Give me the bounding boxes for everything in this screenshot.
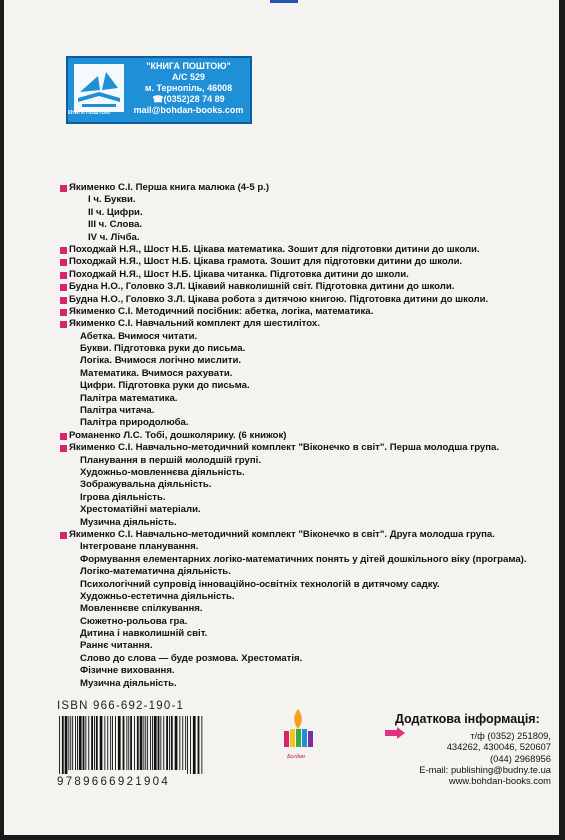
book-title: Цифри. Підготовка руки до письма.: [80, 380, 250, 392]
arrow-right-icon: [385, 727, 405, 739]
book-list-item: [60, 455, 560, 467]
pink-bullet-icon: [60, 445, 67, 452]
book-title: Психологічний супровід інноваційно-освітніх технологій в дитячому садку.: [80, 578, 440, 590]
book-list-item: [60, 678, 560, 690]
book-title: Абетка. Вчимося читати.: [80, 330, 198, 342]
book-list-item: [60, 665, 560, 677]
stamp-line: А/С 529: [171, 72, 206, 82]
contact-line: т/ф (0352) 251809,: [470, 730, 551, 741]
pink-bullet-icon: [60, 532, 67, 539]
barcode-bar: [94, 716, 95, 770]
barcode-bar: [79, 716, 82, 770]
contact-line: 434262, 430046, 520607: [446, 741, 551, 753]
book-title: Слово до слова — буде розмова. Хрестоматія.: [80, 652, 303, 664]
barcode-bar: [72, 716, 73, 770]
stamp-logo-caption: КНИГИ ПОШТОЮ: [68, 110, 111, 116]
book-title: Логіка. Вчимося логічно мислити.: [80, 355, 242, 367]
barcode-bar: [100, 716, 103, 770]
book-title: Якименко С.І. Перша книга малюка (4-5 р.): [69, 182, 270, 193]
book-title: Математика. Вчимося рахувати.: [80, 367, 233, 379]
book-list-item: [60, 256, 560, 268]
book-title: Якименко С.І. Навчально-методичний комплект "Віконечко в світ". Друга молодша група.: [69, 528, 495, 540]
book-list-item: [60, 529, 560, 541]
barcode-bar: [147, 716, 148, 770]
barcode-bar: [140, 716, 143, 770]
barcode-bar: [112, 716, 113, 770]
book-list-item: [60, 417, 560, 429]
stamp-line: ☎(0352)28 74 89: [152, 94, 225, 104]
barcode-bar: [179, 716, 180, 770]
book-title: Букви. Підготовка руки до письма.: [80, 343, 246, 355]
book-title: Романенко Л.С. Тобі, дошколярику. (6 книжок): [69, 429, 287, 441]
barcode-bar: [171, 716, 173, 770]
barcode-bar: [115, 716, 116, 770]
barcode-bar: [104, 716, 105, 770]
barcode-bar: [154, 716, 157, 770]
book-title: Дитина і навколишній світ.: [80, 628, 208, 640]
book-title: Палітра природолюба.: [80, 417, 189, 429]
book-list-item: [60, 603, 560, 615]
barcode-bar: [134, 716, 135, 770]
book-title: Зображувальна діяльність.: [80, 479, 212, 491]
book-list-item: [60, 467, 560, 479]
barcode-bar: [187, 716, 188, 774]
top-accent-line: [270, 0, 298, 3]
book-title: Логіко-математична діяльність.: [80, 566, 231, 578]
pink-bullet-icon: [60, 284, 67, 291]
pink-bullet-icon: [60, 272, 67, 279]
barcode-bar: [62, 716, 64, 774]
mail-order-stamp: [66, 56, 252, 124]
barcode-bar: [110, 716, 111, 770]
book-title: ІV ч. Лічба.: [88, 231, 140, 243]
book-title: Ігрова діяльність.: [80, 491, 166, 503]
book-list-item: [60, 244, 560, 256]
book-title: Мовленнєве спілкування.: [80, 603, 203, 615]
book-list-item: [60, 579, 560, 591]
barcode-bar: [160, 716, 161, 770]
book-title: Музична діяльність.: [80, 516, 177, 528]
book-title: Якименко С.І. Навчальний комплект для шестилітох.: [69, 318, 320, 330]
barcode-bar: [91, 716, 93, 770]
stamp-address: [126, 61, 251, 116]
barcode-bar: [130, 716, 132, 770]
book-title: Фізичне виховання.: [80, 665, 175, 677]
book-list-item: [60, 219, 560, 231]
barcode-bar: [198, 716, 200, 774]
book-title: Музична діяльність.: [80, 677, 177, 689]
barcode-bar: [152, 716, 153, 770]
book-title: Якименко С.І. Навчально-методичний комплект "Віконечко в світ". Перша молодша група.: [69, 442, 500, 454]
book-list-item: [60, 554, 560, 566]
book-list-item: [60, 492, 560, 504]
barcode-bar: [185, 716, 186, 770]
barcode-bar: [128, 716, 129, 770]
barcode-bar: [68, 716, 69, 770]
stamp-line: "КНИГА ПОШТОЮ": [146, 61, 231, 71]
book-list-item: [60, 640, 560, 652]
book-list-item: [60, 306, 560, 318]
barcode-bar: [123, 716, 125, 770]
barcode-bar: [190, 716, 191, 774]
barcode-bar: [70, 716, 71, 770]
book-title: Палітра математика.: [80, 392, 178, 404]
barcode-bar: [85, 716, 86, 770]
book-title: Походжай Н.Я., Шост Н.Б. Цікава математика. Зошит для підготовки дитини до школи.: [69, 243, 480, 255]
pink-bullet-icon: [60, 321, 67, 328]
barcode-bar: [88, 716, 89, 770]
book-list-item: [60, 653, 560, 665]
book-title: Інтегроване планування.: [80, 541, 199, 553]
isbn-label: ISBN 966-692-190-1: [57, 700, 185, 712]
publisher-name: Богдан: [287, 754, 305, 760]
book-title: Художньо-мовленнєва діяльність.: [80, 466, 245, 478]
book-list-item: [60, 269, 560, 281]
book-list-item: [60, 405, 560, 417]
barcode-bar: [193, 716, 196, 774]
additional-info-title: Додаткова інформація:: [395, 712, 540, 726]
book-list-item: [60, 331, 560, 343]
contact-line: E-mail: publishing@budny.te.ua: [419, 763, 551, 775]
barcode-number: 9789666921904: [57, 776, 171, 788]
stamp-line: mail@bohdan-books.com: [133, 105, 244, 115]
barcode-bar: [145, 716, 146, 770]
barcode-bar: [65, 716, 68, 774]
book-title: Якименко С.І. Методичний посібник: абетка, логіка, математика.: [69, 305, 374, 317]
pink-bullet-icon: [60, 247, 67, 254]
book-list-item: [60, 232, 560, 244]
book-list-item: [60, 504, 560, 516]
book-title: Походжай Н.Я., Шост Н.Б. Цікава грамота. Зошит для підготовки дитини до школи.: [69, 256, 463, 268]
book-list-item: [60, 517, 560, 529]
barcode-bar: [166, 716, 168, 770]
book-title: Раннє читання.: [80, 640, 153, 652]
barcode-bar: [59, 716, 60, 774]
book-list-item: [60, 616, 560, 628]
barcode-bar: [182, 716, 183, 770]
book-list-item: [60, 541, 560, 553]
book-list-item: [60, 393, 560, 405]
book-list-item: [60, 442, 560, 454]
book-title: Будна Н.О., Головко З.Л. Цікавий навколишній світ. Підготовка дитини до школи.: [69, 281, 455, 293]
barcode-bar: [169, 716, 170, 770]
book-list: [60, 182, 560, 690]
book-list-item: [60, 628, 560, 640]
book-title: ІІІ ч. Слова.: [88, 219, 143, 231]
book-title: Хрестоматійні матеріали.: [80, 504, 201, 516]
book-title: ІІ ч. Цифри.: [88, 206, 143, 218]
barcode-bar: [143, 716, 144, 770]
book-list-item: [60, 566, 560, 578]
book-list-item: [60, 430, 560, 442]
barcode-bar: [158, 716, 160, 770]
pink-bullet-icon: [60, 433, 67, 440]
book-title: Походжай Н.Я., Шост Н.Б. Цікава читанка. Підготовка дитини до школи.: [69, 268, 409, 280]
book-list-item: [60, 368, 560, 380]
barcode-bar: [137, 716, 139, 770]
book-list-item: [60, 182, 560, 194]
contact-line: www.bohdan-books.com: [448, 775, 551, 787]
contact-info: [419, 730, 551, 786]
pink-bullet-icon: [60, 185, 67, 192]
book-list-item: [60, 318, 560, 330]
book-title: Формування елементарних логіко-математичних понять у дітей дошкільного віку (програма).: [80, 553, 527, 565]
book-title: Палітра читача.: [80, 405, 155, 417]
stamp-line: м. Тернопіль, 46008: [144, 83, 233, 93]
barcode-bar: [75, 716, 76, 770]
barcode-bar: [77, 716, 78, 770]
barcode: [57, 716, 205, 774]
book-list-item: [60, 207, 560, 219]
barcode-bar: [126, 716, 127, 770]
book-title: Планування в першій молодшій групі.: [80, 454, 261, 466]
book-title: Художньо-естетична діяльність.: [80, 590, 235, 602]
barcode-bar: [163, 716, 164, 770]
barcode-bar: [201, 716, 202, 774]
barcode-bar: [96, 716, 98, 770]
barcode-bar: [118, 716, 121, 770]
book-list-item: [60, 380, 560, 392]
book-list-item: [60, 281, 560, 293]
barcode-bar: [83, 716, 85, 770]
pink-bullet-icon: [60, 309, 67, 316]
book-list-item: [60, 355, 560, 367]
book-title: І ч. Букви.: [88, 194, 136, 206]
book-list-item: [60, 591, 560, 603]
book-list-item: [60, 294, 560, 306]
barcode-bar: [150, 716, 151, 770]
book-list-item: [60, 194, 560, 206]
book-list-item: [60, 479, 560, 491]
pink-bullet-icon: [60, 259, 67, 266]
barcode-bar: [175, 716, 178, 770]
contact-line: (044) 2968956: [490, 752, 551, 764]
book-title: Сюжетно-рольова гра.: [80, 615, 188, 627]
barcode-bar: [107, 716, 108, 770]
book-list-item: [60, 343, 560, 355]
book-title: Будна Н.О., Головко З.Л. Цікава робота з дитячою книгою. Підготовка дитини до школи.: [69, 293, 489, 305]
publisher-logo-icon: [281, 705, 315, 753]
pink-bullet-icon: [60, 297, 67, 304]
